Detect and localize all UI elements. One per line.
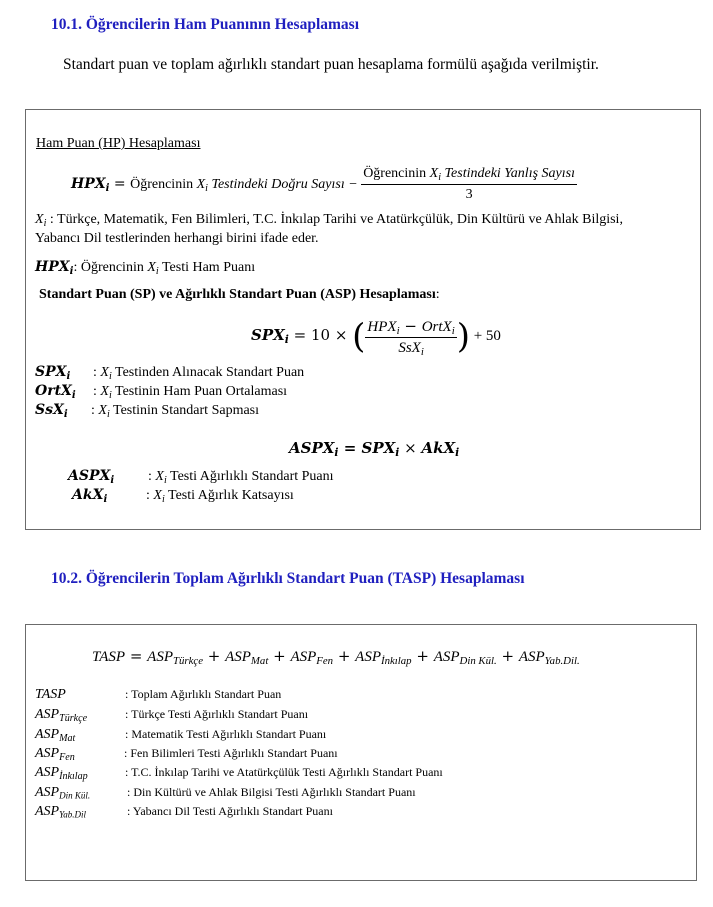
section-2-heading: 10.2. Öğrencilerin Toplam Ağırlıklı Standart Puan (TASP) Hesaplaması bbox=[51, 570, 525, 587]
section-1-heading: 10.1. Öğrencilerin Ham Puanının Hesaplaması bbox=[51, 16, 360, 33]
asp-inkilap-definition: $ASP_{İnkılap}$ : T.C. İnkılap Tarihi ve Atatürkçülük Testi Ağırlıklı Standart Puanı bbox=[35, 765, 443, 783]
spx-definition: $SPX_i$ : $X_i$ Testinden Alınacak Standart Puan bbox=[35, 364, 305, 383]
hp-fraction: $\frac{Öğrencinin X_i Testindeki Yanlış Sayısı}{3}$ bbox=[363, 166, 575, 203]
hp-formula: $HPX_i$ = Öğrencinin $X_i$ Testindeki Doğru Sayısı − $\frac{Öğrencinin X_i Testindeki Yanlış Sayısı}{3}$ bbox=[71, 163, 577, 206]
asp-mat-definition: $ASP_{Mat}$ : Matematik Testi Ağırlıklı Standart Puanı bbox=[35, 727, 327, 745]
tasp-formula: TASP = $ASP_{Türkçe} + ASP_{Mat} + ASP_{Fen} + ASP_{İnkılap} + ASP_{Din Kül.} + ASP_{Yab.Dil.}$ bbox=[92, 647, 580, 668]
section-1-intro: Standart puan ve toplam ağırlıklı standart puan hesaplama formülü aşağıda verilmiştir. bbox=[63, 56, 599, 73]
asp-yabdil-definition: $ASP_{Yab.Dil}$ : Yabancı Dil Testi Ağırlıklı Standart Puanı bbox=[35, 804, 333, 820]
hpx-definition: $HPX_i$: Öğrencinin $X_i$ Testi Ham Puanı bbox=[35, 259, 256, 278]
asp-formula: $ASPX_i = SPX_i \times AkX_i$ bbox=[289, 439, 460, 460]
formula-box-1 bbox=[25, 109, 701, 530]
aspx-definition: $ASPX_i$ : $X_i$ Testi Ağırlıklı Standart Puanı bbox=[68, 468, 334, 487]
asp-din-definition: $ASP_{Din Kül.}$ : Din Kültürü ve Ahlak Bilgisi Testi Ağırlıklı Standart Puanı bbox=[35, 785, 416, 801]
formula-box-2 bbox=[25, 624, 697, 881]
sp-fraction: $\frac{HPX_i - OrtX_i}{SsX_i}$ bbox=[367, 316, 455, 358]
akx-definition: AkX$_i$ : $X_i$ Testi Ağırlık Katsayısı bbox=[72, 487, 294, 506]
hp-title: Ham Puan (HP) Hesaplaması bbox=[36, 136, 201, 151]
asp-fen-definition: $ASP_{Fen}$ : Fen Bilimleri Testi Ağırlıklı Standart Puanı bbox=[35, 746, 338, 764]
sp-title: Standart Puan (SP) ve Ağırlıklı Standart Puan (ASP) Hesaplaması: bbox=[39, 287, 440, 302]
sp-formula: $SPX_i = 10$ × ( $\frac{HPX_i - OrtX_i}{SsX_i}$ ) + 50 bbox=[251, 316, 501, 358]
ortx-definition: OrtX$_i$ : $X_i$ Testinin Ham Puan Ortalaması bbox=[35, 383, 288, 402]
xi-definition: $X_i$ : Türkçe, Matematik, Fen Bilimleri, T.C. İnkılap Tarihi ve Atatürkçülük, Din Kültürü ve Ahlak Bilgisi, Yabancı Dil testlerinden herhangi birini ifade eder. bbox=[35, 212, 623, 246]
asp-turkce-definition: $ASP_{Türkçe}$ : Türkçe Testi Ağırlıklı Standart Puanı bbox=[35, 707, 309, 725]
ssx-definition: SsX$_i$ : $X_i$ Testinin Standart Sapması bbox=[35, 402, 260, 421]
tasp-definition: TASP : Toplam Ağırlıklı Standart Puan bbox=[35, 687, 282, 702]
